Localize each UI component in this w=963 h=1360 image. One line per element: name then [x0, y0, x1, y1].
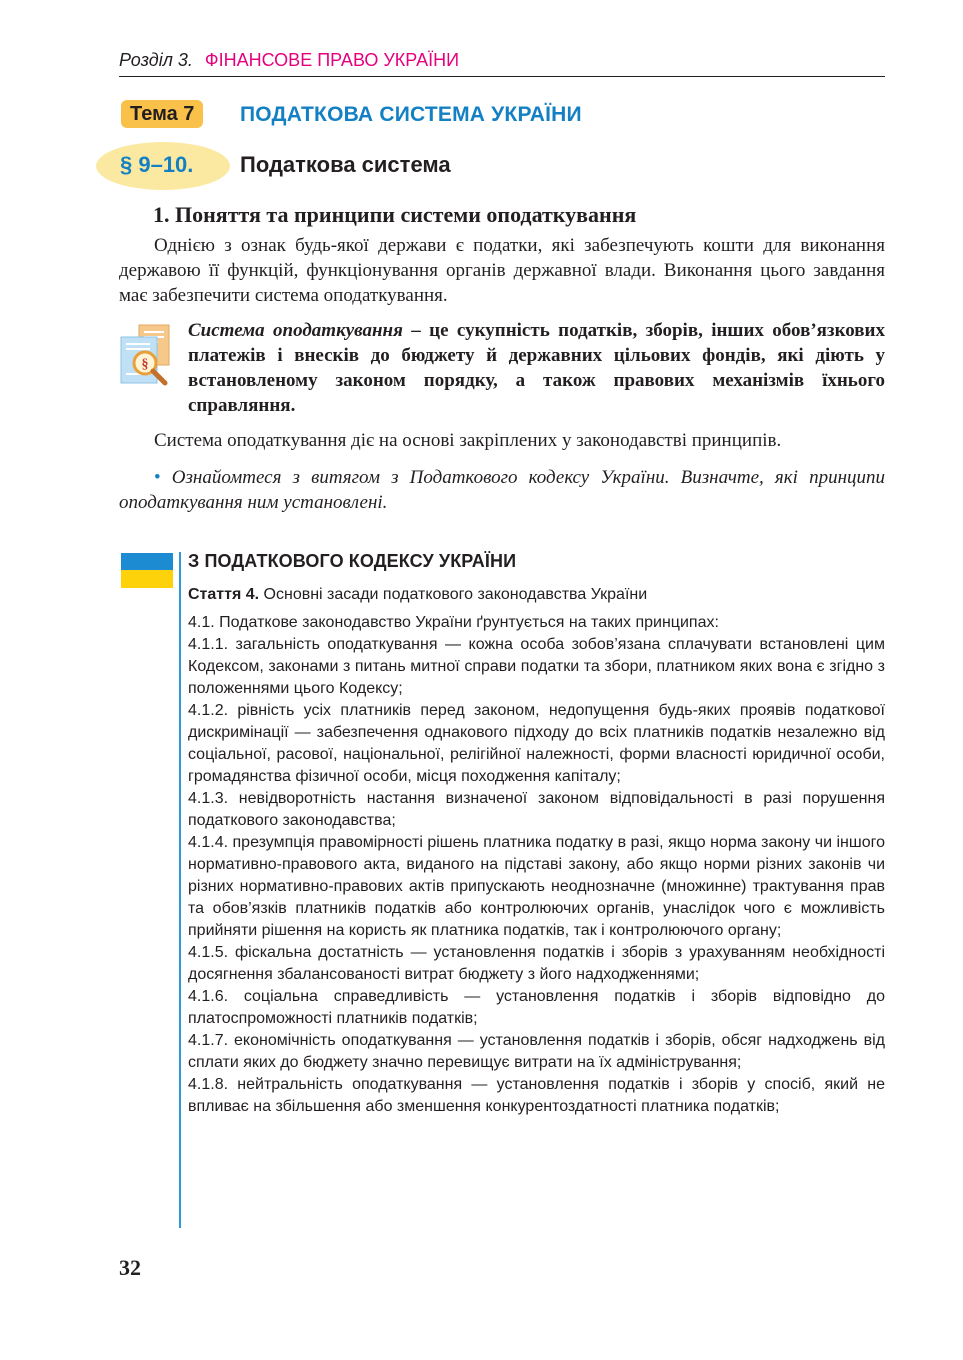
running-header — [119, 50, 885, 77]
article-title: Основні засади податкового законодавства України — [259, 586, 648, 603]
topic-title: ПОДАТКОВА СИСТЕМА УКРАЇНИ — [240, 103, 582, 126]
code-item: 4.1.3. невідворотність настання визначеної законом відповідальності в разі порушення податкового законодавства; — [188, 790, 885, 829]
task-bullet: • — [154, 467, 161, 488]
code-item: 4.1.8. нейтральність оподаткування — установлення податків і зборів у спосіб, який не впливає на збільшення або зменшення конкурентоздатності платника податків; — [188, 1076, 885, 1115]
code-item: 4.1.1. загальність оподаткування — кожна особа зобов’язана сплачувати встановлені цим Кодексом, законами з питань митної справи податки та збори, платником яких вона є згідно з положеннями цього Кодексу; — [188, 636, 885, 697]
flag-blue-stripe — [121, 553, 173, 570]
paragraph-label: § 9–10. — [120, 152, 194, 177]
code-item: 4.1.7. економічність оподаткування — установлення податків і зборів, обсяг надходжень від сплати яких до бюджету значно перевищує витрати на їх адміністрування; — [188, 1032, 885, 1071]
section-heading: 1. Поняття та принципи системи оподаткування — [153, 202, 637, 227]
svg-text:§: § — [141, 357, 149, 372]
article-label: Стаття 4. — [188, 586, 260, 603]
page-number: 32 — [119, 1255, 141, 1280]
excerpt-body — [188, 612, 885, 1118]
part-title: ФІНАНСОВЕ ПРАВО УКРАЇНИ — [204, 50, 460, 70]
law-document-magnifier-icon — [117, 323, 179, 387]
excerpt-heading: З ПОДАТКОВОГО КОДЕКСУ УКРАЇНИ — [188, 551, 517, 571]
definition-text: – це сукупність податків, зборів, інших обов’язкових платежів і внесків до бюджету й державних цільових фондів, які діють у встановленому законом порядку, а також правових механізмів їхнього справляння. — [188, 320, 885, 416]
article-line — [188, 584, 647, 606]
code-item: 4.1.6. соціальна справедливість — установлення податків і зборів відповідно до платоспроможності платників податків; — [188, 988, 885, 1027]
excerpt-side-rule — [179, 552, 181, 1228]
task-text: Ознайомтеся з витягом з Податкового кодексу України. Визначте, які принципи оподаткування ним установлені. — [119, 467, 885, 513]
section-label: Розділ 3. — [119, 50, 193, 70]
code-item: 4.1. Податкове законодавство України ґрунтується на таких принципах: — [188, 614, 719, 631]
ukraine-flag-icon — [121, 553, 173, 588]
principle-paragraph: Система оподаткування діє на основі закріплених у законодавстві принципів. — [154, 430, 782, 451]
code-item: 4.1.2. рівність усіх платників перед законом, недопущення будь-яких проявів податкової дискримінації — забезпечення однакового підходу до всіх платників податків незалежно від соціальної, расової, національної, релігійної належності, форми власності юридичної особи, громадянства фізичної особи, місця походження капіталу; — [188, 702, 885, 785]
intro-paragraph: Однією з ознак будь-якої держави є податки, які забезпечують кошти для виконання державою її функцій, функціонування органів державної влади. Виконання цього завдання має забезпечити система оподаткування. — [119, 235, 885, 306]
task-paragraph — [119, 465, 885, 515]
topic-badge: Тема 7 — [121, 100, 203, 128]
code-item: 4.1.4. презумпція правомірності рішень платника податку в разі, якщо норма закону чи іншого нормативно-правового акта, виданого на підставі закону, або якщо норми різних законів чи різних нормативно-правових актів припускають неоднозначне (множинне) трактування прав та обов’язків платників податків або контролюючих органів, унаслідок чого є можливість прийняти рішення на користь як платника податків, так і контролюючого органу; — [188, 834, 885, 939]
paragraph-title: Податкова система — [240, 152, 451, 177]
definition-paragraph — [188, 318, 885, 418]
definition-term: Система оподаткування — [188, 320, 403, 341]
code-item: 4.1.5. фіскальна достатність — установлення податків і зборів з урахуванням необхідності досягнення збалансованості витрат бюджету з його надходженнями; — [188, 944, 885, 983]
flag-yellow-stripe — [121, 570, 173, 588]
